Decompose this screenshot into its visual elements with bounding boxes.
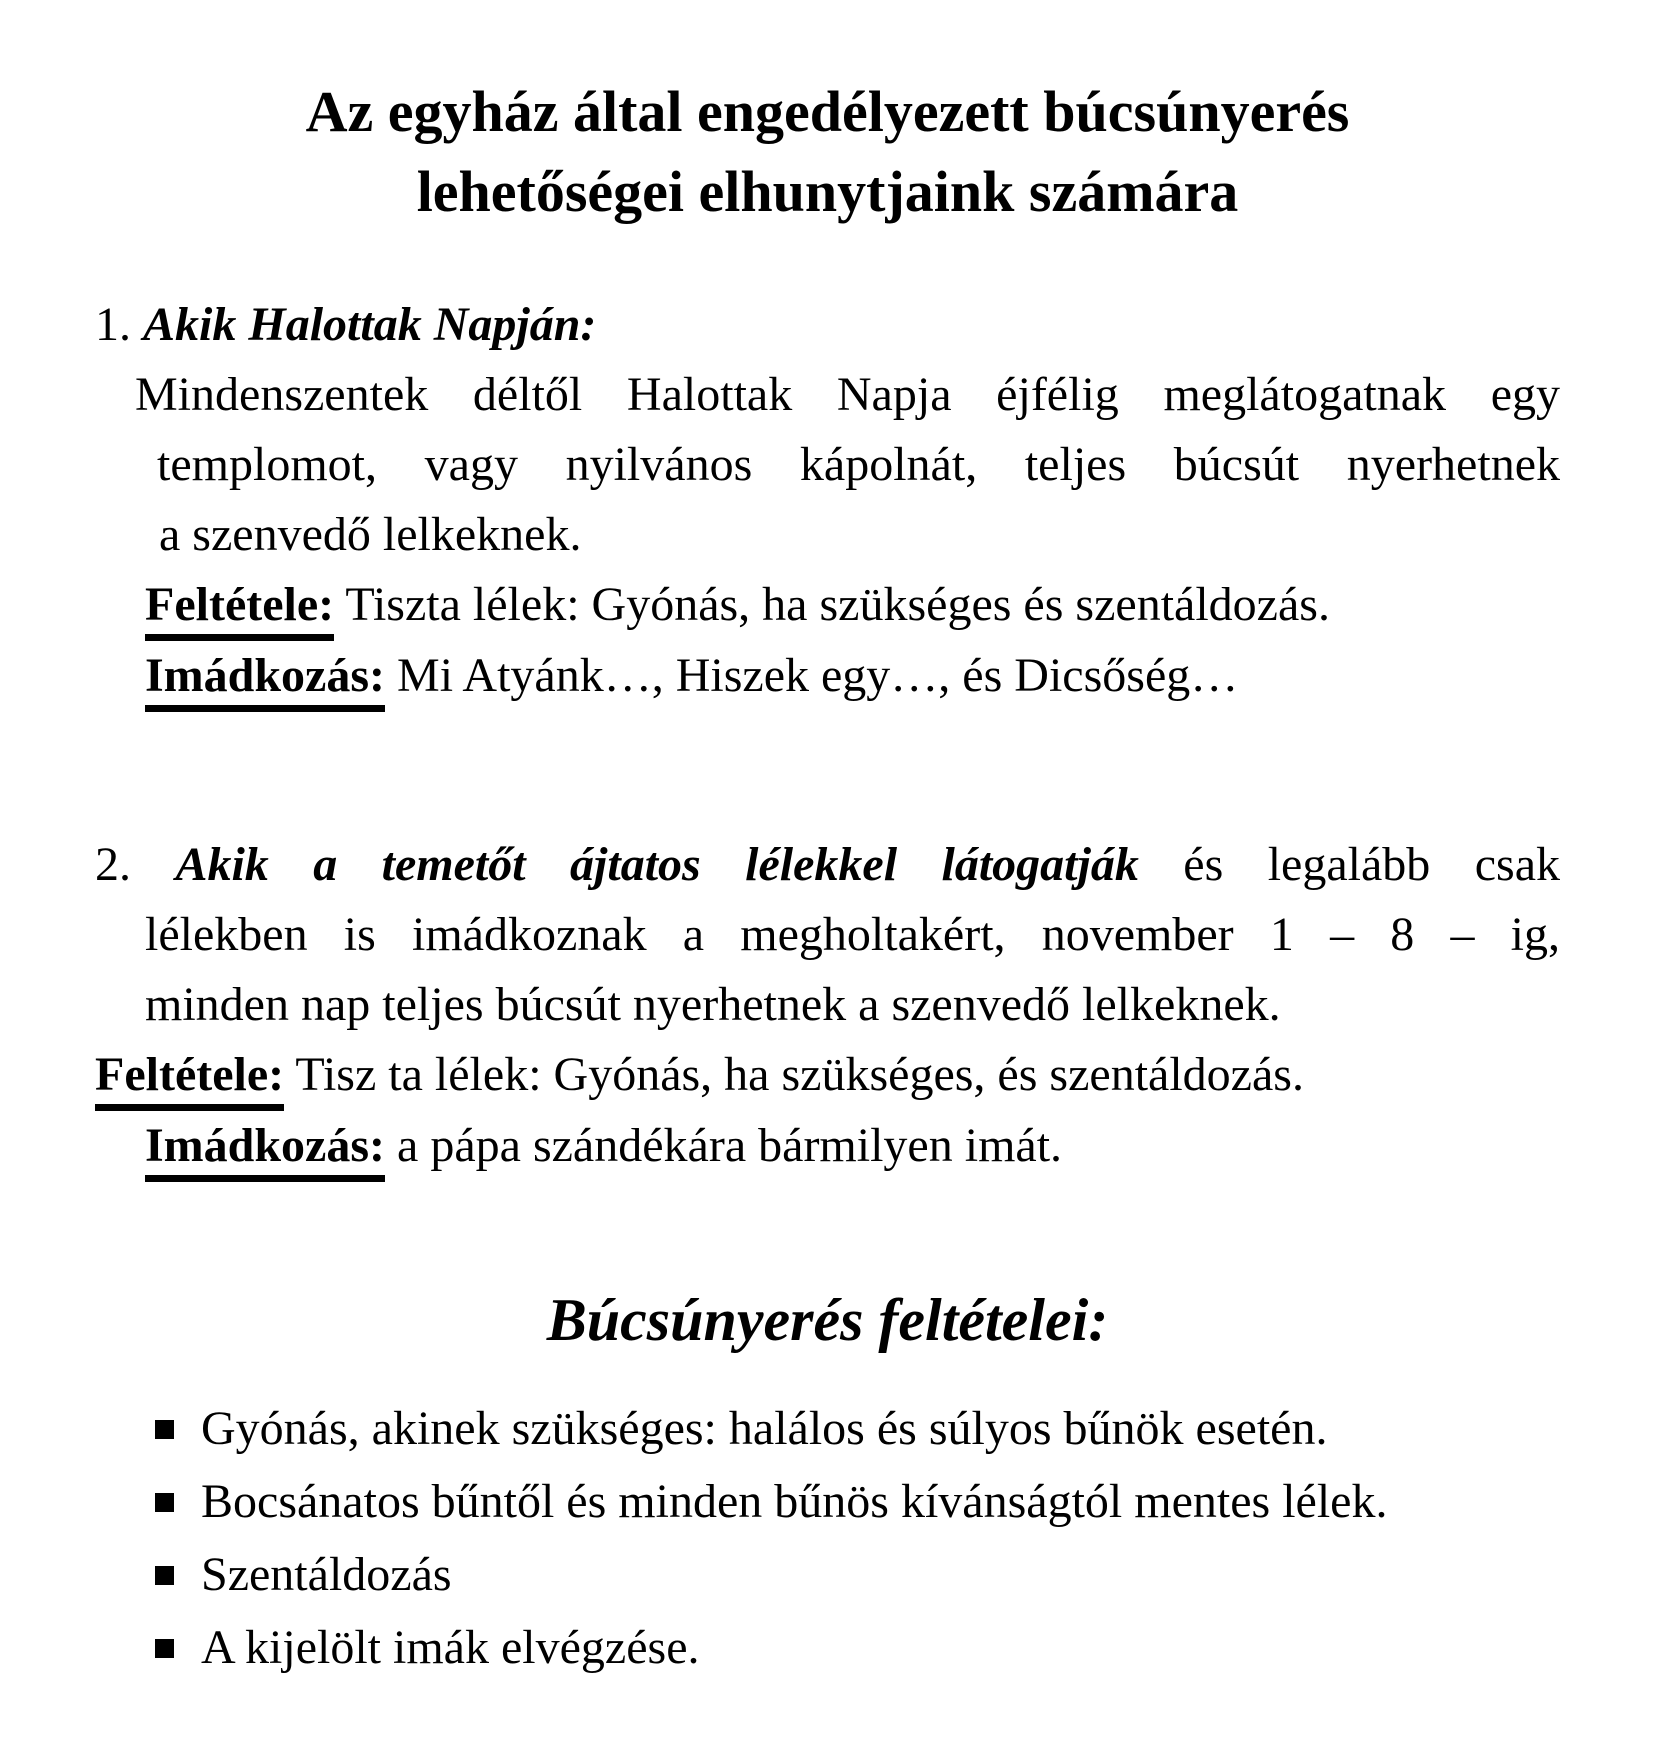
square-bullet-icon xyxy=(155,1420,174,1439)
section-1-paragraph-line: Mindenszentek déltől Halottak Napja éjfélig meglátogatnak egy xyxy=(135,368,1560,421)
section-1 xyxy=(95,290,1560,712)
section-2-prayer-label: Imádkozás: xyxy=(145,1118,385,1182)
bullet-text: Bocsánatos bűntől és minden bűnös kívánságtól mentes lélek. xyxy=(201,1475,1388,1528)
section-2-heading-line xyxy=(95,830,1560,900)
section-1-heading: Akik Halottak Napján: xyxy=(143,298,597,351)
square-bullet-icon xyxy=(155,1493,174,1512)
section-1-prayer-label: Imádkozás: xyxy=(145,648,385,712)
section-2-condition-line xyxy=(95,1040,1560,1111)
section-1-number: 1. xyxy=(95,298,131,351)
section-1-condition-label: Feltétele: xyxy=(145,577,334,641)
section-1-prayer-text: Mi Atyánk…, Hiszek egy…, és Dicsőség… xyxy=(397,649,1239,702)
bullet-item xyxy=(155,1611,1560,1684)
section-2-prayer-line xyxy=(145,1111,1560,1182)
section-2-number: 2. xyxy=(95,838,131,891)
section-2-prayer-text: a pápa szándékára bármilyen imát. xyxy=(397,1119,1063,1172)
bullet-text: Gyónás, akinek szükséges: halálos és súlyos bűnök esetén. xyxy=(201,1402,1328,1455)
section-1-heading-line xyxy=(95,290,1560,360)
bullet-item xyxy=(155,1392,1560,1465)
document-title xyxy=(95,72,1560,232)
conditions-bullet-list xyxy=(155,1392,1560,1684)
title-line-2: lehetőségei elhunytjaink számára xyxy=(416,159,1239,224)
conditions-heading: Búcsúnyerés feltételei: xyxy=(546,1287,1109,1353)
section-2-heading: Akik a temetőt ájtatos lélekkel látogatják xyxy=(175,838,1139,891)
bullet-item xyxy=(155,1538,1560,1611)
section-2-condition-label: Feltétele: xyxy=(95,1047,284,1111)
section-2 xyxy=(95,830,1560,1182)
section-1-condition-text: Tiszta lélek: Gyónás, ha szükséges és szentáldozás. xyxy=(345,578,1330,631)
section-1-prayer-line xyxy=(145,641,1560,712)
bullet-text: Szentáldozás xyxy=(201,1548,452,1601)
square-bullet-icon xyxy=(155,1566,174,1585)
section-2-paragraph-line: lélekben is imádkoznak a megholtakért, november 1 – 8 – ig, xyxy=(145,908,1560,961)
bullet-text: A kijelölt imák elvégzése. xyxy=(201,1621,700,1674)
title-line-1: Az egyház által engedélyezett búcsúnyerés xyxy=(305,79,1350,144)
section-2-paragraph-line: minden nap teljes búcsút nyerhetnek a szenvedő lelkeknek. xyxy=(145,978,1281,1031)
section-1-paragraph-line: templomot, vagy nyilvános kápolnát, teljes búcsút nyerhetnek xyxy=(157,438,1560,491)
section-2-heading-rest: és legalább csak xyxy=(1183,838,1561,891)
section-2-condition-text: Tisz ta lélek: Gyónás, ha szükséges, és szentáldozás. xyxy=(295,1048,1304,1101)
bullet-item xyxy=(155,1465,1560,1538)
section-1-condition-line xyxy=(145,570,1560,641)
square-bullet-icon xyxy=(155,1639,174,1658)
section-1-paragraph-line: a szenvedő lelkeknek. xyxy=(159,508,582,561)
